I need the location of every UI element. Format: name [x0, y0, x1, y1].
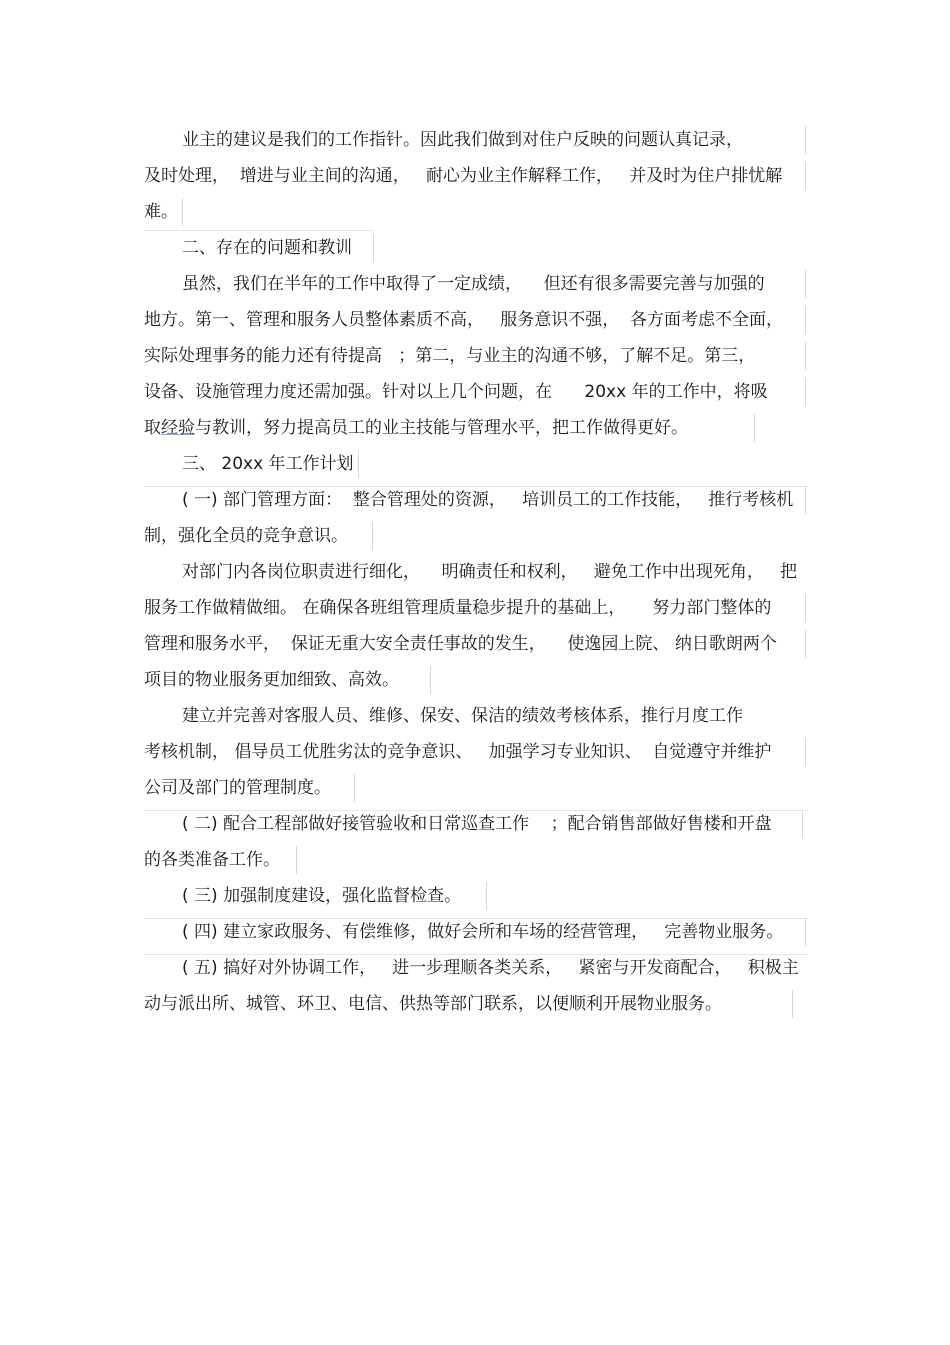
paragraph-line: 动与派出所、城管、环卫、电信、供热等部门联系，以便顺利开展物业服务。 [144, 994, 722, 1014]
paragraph-line: 考核机制， 倡导员工优胜劣汰的竞争意识、 加强学习专业知识、 自觉遵守并维护 [144, 742, 772, 762]
paragraph-line: ( 四) 建立家政服务、有偿维修，做好会所和车场的经营管理， 完善物业服务。 [182, 922, 784, 942]
text-cursor-marker [805, 378, 806, 406]
paragraph-line: 的各类准备工作。 [144, 850, 280, 870]
paragraph-line: 难。 [144, 202, 178, 222]
paragraph-line: 实际处理事务的能力还有待提高 ；第二，与业主的沟通不够，了解不足。第三， [144, 346, 756, 366]
paragraph-line: ( 三) 加强制度建设，强化监督检查。 [182, 886, 462, 906]
paragraph-line: 管理和服务水平， 保证无重大安全责任事故的发生， 使逸园上院、 纳日歌朗两个 [144, 634, 777, 654]
section-heading: 二、存在的问题和教训 [182, 238, 352, 258]
text-cursor-marker [358, 450, 359, 478]
paragraph-line: 对部门内各岗位职责进行细化， 明确责任和权利， 避免工作中出现死角， 把 [182, 562, 798, 582]
paragraph-line: 取经验与教训，努力提高员工的业主技能与管理水平，把工作做得更好。 [144, 410, 808, 446]
keyword-link[interactable]: 经验 [161, 418, 195, 438]
text-cursor-marker [372, 522, 373, 550]
heading-link[interactable]: 工作计划 [286, 446, 354, 482]
text-cursor-marker [486, 882, 487, 910]
text-cursor-marker [430, 666, 431, 694]
paragraph-line: 地方。第一、管理和服务人员整体素质不高， 服务意识不强， 各方面考虑不全面， [144, 310, 784, 330]
text-cursor-marker [805, 738, 806, 766]
text-cursor-marker [296, 846, 297, 874]
paragraph-line: 设备、设施管理力度还需加强。针对以上几个问题，在 20xx 年的工作中，将吸 [144, 382, 768, 402]
paragraph-line: 建立并完善对客服人员、维修、保安、保洁的绩效考核体系，推行月度工作 [182, 706, 743, 726]
text-cursor-marker [182, 198, 183, 226]
paragraph-line: ( 五) 搞好对外协调工作， 进一步理顺各类关系， 紧密与开发商配合， 积极主 [182, 958, 799, 978]
paragraph-line: 公司及部门的管理制度。 [144, 778, 331, 798]
text-cursor-marker [805, 270, 806, 298]
section-heading: 三、 20xx 年工作计划 [144, 446, 808, 482]
text-cursor-marker [754, 414, 755, 442]
text-cursor-marker [805, 630, 806, 658]
paragraph-line: 项目的物业服务更加细致、高效。 [144, 670, 399, 690]
text-cursor-marker [805, 486, 806, 514]
text-cursor-marker [805, 918, 806, 946]
text-cursor-marker [792, 990, 793, 1018]
text-cursor-marker [805, 162, 806, 190]
text-cursor-marker [805, 306, 806, 334]
paragraph-line: 虽然，我们在半年的工作中取得了一定成绩， 但还有很多需要完善与加强的 [182, 274, 765, 294]
paragraph-line: 及时处理， 增进与业主间的沟通， 耐心为业主作解释工作， 并及时为住户排忧解 [144, 166, 783, 186]
text-cursor-marker [805, 342, 806, 370]
text-cursor-marker [802, 810, 803, 838]
paragraph-line: 服务工作做精做细。 在确保各班组管理质量稳步提升的基础上， 努力部门整体的 [144, 598, 772, 618]
text-cursor-marker [354, 774, 355, 802]
paragraph-line: 业主的建议是我们的工作指针。因此我们做到对住户反映的问题认真记录， [182, 130, 743, 150]
text-cursor-marker [805, 594, 806, 622]
paragraph-line: ( 二) 配合工程部做好接管验收和日常巡查工作 ；配合销售部做好售楼和开盘 [182, 814, 772, 834]
text-cursor-marker [373, 234, 374, 262]
text-cursor-marker [805, 126, 806, 154]
paragraph-line: ( 一) 部门管理方面： 整合管理处的资源， 培训员工的工作技能， 推行考核机 [182, 490, 794, 510]
paragraph-line: 制，强化全员的竞争意识。 [144, 526, 348, 546]
